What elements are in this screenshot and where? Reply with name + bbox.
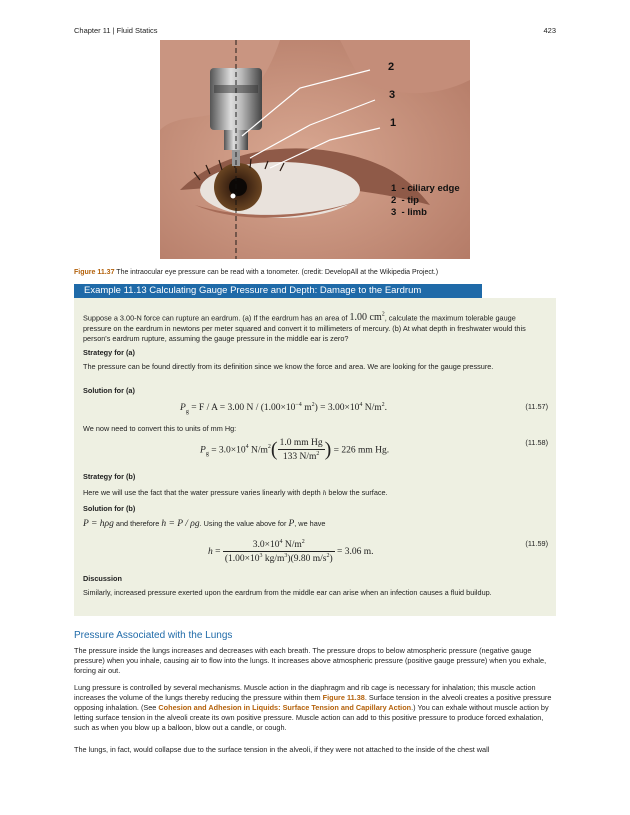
paragraph-2-c: .) You can exhale without muscle action by letting surface tension in the alveoli create its own positive pressure. Muscle action can add to this positive pressure to produce forced exhalation, such as when you blow up a balloon, blow out a candle, or cough. (74, 703, 549, 732)
running-header-chapter: Chapter 11 | Fluid Statics (74, 26, 158, 35)
strategy-b-text-b: below the surface. (328, 488, 388, 497)
strategy-a-heading: Strategy for (a) (83, 348, 135, 357)
convert-text: We now need to convert this to units of mm Hg: (83, 424, 237, 433)
cohesion-adhesion-link[interactable]: Cohesion and Adhesion in Liquids: Surface Tension and Capillary Action (158, 703, 412, 712)
eq58-fraction (278, 438, 325, 462)
figure-caption (74, 268, 556, 278)
eq59-numerator-value: 3.0×10 (252, 540, 280, 551)
discussion-heading: Discussion (83, 574, 122, 583)
strategy-b-text: Here we will use the fact that the water pressure varies linearly with depth h below the surface. (83, 488, 388, 497)
paragraph-2-b: . Surface tension in the alveoli creates a positive pressure opposing inhalation. (See (74, 693, 552, 712)
paragraph-2 (74, 683, 556, 733)
eq59-numerator-unit: N/m (282, 540, 302, 551)
legend-item-3: 3 - limb (391, 207, 427, 218)
discussion-text: Similarly, increased pressure exerted upon the eardrum from the middle ear can arise when an infection causes a fluid buildup. (83, 588, 492, 597)
label-1: 1 (390, 117, 397, 129)
eq59-den-c: )(9.80 m/s (287, 554, 327, 565)
eq59-denominator: ($1.00\times 10^3$ $kg/m^3)(9.80$ $m/s^2$) (224, 553, 333, 565)
problem-text-c: tolerable gauge pressure on the eardrum in newtons per meter squared and convert it to millimeters of mercury. (b) At what depth in freshwater would this person's eardrum rupture, assuming the gauge pressure in the middle ear is zero? (83, 313, 526, 344)
strategy-a-text: The pressure can be found directly from its definition since we know the force and area. We are looking for the gauge pressure. (83, 362, 494, 371)
eye-highlight (231, 194, 236, 199)
sol-b-text-c: , we have (294, 519, 326, 528)
section-title: Pressure Associated with the Lungs (74, 630, 233, 641)
label-2: 2 (388, 61, 395, 73)
area-value: 1.00 $cm^2$ (349, 312, 385, 324)
equation-11-58: $P_g = 3.0\times 10^4$ $N/m^2$( $\frac{\text{1.0 mm Hg}}{133 N/m^2}$ ) = 226 mm Hg. (200, 438, 390, 463)
problem-text-a: Suppose a 3.00-N force can rupture an eardrum. (a) If the eardrum has an area of (83, 313, 348, 323)
eq59-numerator: $3.0\times 10^4$ $N/m^2$ (223, 539, 335, 552)
solution-a-heading: Solution for (a) (83, 386, 135, 395)
eq59-den-b: kg/m (262, 554, 285, 565)
paragraph-3: The lungs, in fact, would collapse due to the surface tension in the alveoli, if they were not attached to the inside of the chest wall (74, 745, 490, 754)
figure-caption-text: The intraocular eye pressure can be read with a tonometer. (credit: DevelopAll at the Wikipedia Project.) (114, 269, 439, 276)
strategy-b-heading: Strategy for (b) (83, 472, 136, 481)
eq59-fraction (223, 539, 335, 564)
equation-11-59: h = $\frac{3.0\times 10^4 N/m^2}{(1.00\times 10^3 kg/m^3)(9.80 m/s^2)}$ = 3.06 m. (208, 539, 374, 565)
label-3: 3 (389, 89, 396, 101)
eq59-den-a: (1.00×10 (224, 554, 260, 565)
equation-number-11-57: (11.57) (525, 402, 548, 411)
eq58-denominator-text: 133 N/m (282, 452, 317, 463)
sol-b-text-b: . Using the value above for (199, 519, 287, 528)
pupil-shape (229, 178, 247, 196)
legend-item-1: 1 - ciliary edge (391, 183, 460, 194)
problem-text-b: , calculate the maximum (384, 313, 464, 323)
eq57-part-d: N/m (362, 403, 382, 414)
eq58-result: = 226 mm Hg. (333, 445, 390, 456)
sol-b-text-a: and therefore (115, 519, 160, 528)
eq58-numerator: 1.0 mm Hg (279, 438, 323, 448)
eq57-part-a: = F / A = 3.00 N / (1.00×10 (191, 403, 296, 414)
figure-11-38-link[interactable]: Figure 11.38 (322, 693, 365, 702)
figure-caption-label: Figure 11.37 (74, 269, 115, 276)
eq59-result: = 3.06 m. (337, 546, 374, 557)
solution-b-text: P = hρg and therefore h = P / ρg. Using the value above for P, we have (83, 519, 326, 529)
eq57-part-b: m (301, 403, 312, 414)
solution-b-heading: Solution for (b) (83, 504, 136, 513)
example-title: Example 11.13 Calculating Gauge Pressure and Depth: Damage to the Eardrum (74, 284, 482, 298)
eq58-part-a: = 3.0×10 (211, 445, 246, 456)
eq57-part-c: ) = 3.00×10 (314, 403, 360, 414)
equation-number-11-58: (11.58) (525, 438, 548, 447)
example-problem (83, 310, 531, 345)
legend-item-2: 2 - tip (391, 195, 419, 206)
eq58-part-b: N/m (248, 445, 268, 456)
area-number: 1.00 cm (349, 312, 382, 324)
tonometer-eye-photo (160, 40, 470, 259)
paragraph-1: The pressure inside the lungs increases and decreases with each breath. The pressure drops to below atmospheric pressure (negative gauge pressure) when you inhale, causing air to flow into the lungs. It increases above atmospheric pressure (positive gauge pressure) when you exhale, forcing air out. (74, 646, 547, 675)
page-number: 423 (543, 26, 556, 35)
equation-11-57: $P_g = F / A = 3.00$ $N / (1.00\times 10^{-4}$ $m^2) = 3.00\times 10^4$ $N/m^2$. (180, 402, 387, 416)
equation-number-11-59: (11.59) (525, 539, 548, 548)
paragraph-2-a: Lung pressure is controlled by several mechanisms. Muscle action in the diaphragm and rib cage is necessary for inhalation; this muscle action increases the volume of the lungs thereby reducing the pressure within them (74, 683, 536, 702)
strategy-b-text-a: Here we will use the fact that the water pressure varies linearly with depth (83, 488, 321, 497)
eq58-denominator: 133 $N/m^2$ (282, 451, 320, 463)
